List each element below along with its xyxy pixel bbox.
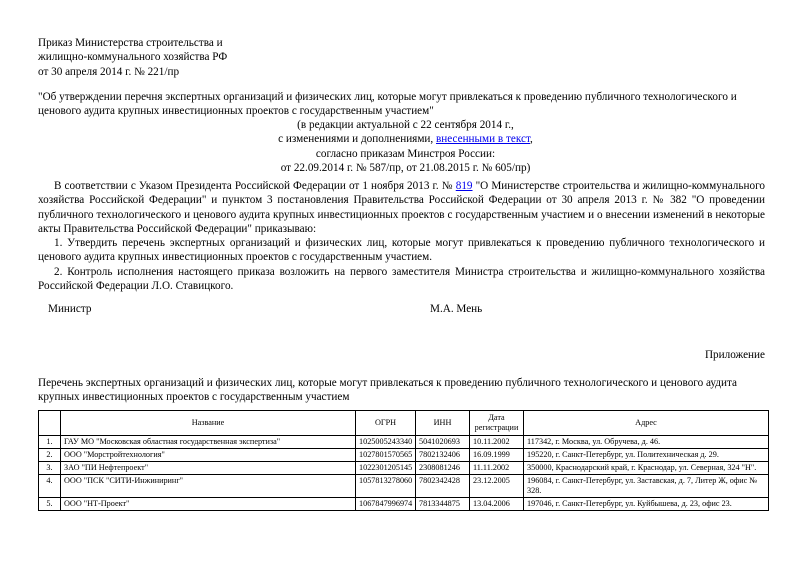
cell-name: ООО "НТ-Проект" [61,498,356,511]
col-header-address: Адрес [524,411,769,436]
col-header-number [39,411,61,436]
cell-number: 3. [39,462,61,475]
table-row [39,475,769,498]
signature-name: М.А. Мень [430,303,483,315]
col-header-date: Дата регистрации [470,411,524,436]
redaction-line-2-tail: , [530,133,533,146]
cell-address: 197046, г. Санкт-Петербург, ул. Куйбышева, д. 23, офис 23. [524,498,769,511]
header-line-3: от 30 апреля 2014 г. № 221/пр [38,65,180,78]
order-item-1: 1. Утвердить перечень экспертных организаций и физических лиц, которые могут привлекаться к проведению публичного технологического и ценового аудита крупных инвестиционных проектов с государственным участием. [38,237,765,264]
cell-name: ООО "ПСК "СИТИ-Инжиниринг" [61,475,356,498]
order-item-2: 2. Контроль исполнения настоящего приказа возложить на первого заместителя Министра строительства и жилищно-коммунального хозяйства Российской Федерации Л.О. Ставицкого. [38,266,765,293]
cell-inn: 7802132406 [416,449,470,462]
document-header [38,36,438,79]
col-header-inn: ИНН [416,411,470,436]
header-line-1: Приказ Министерства строительства и [38,37,223,49]
cell-name: ЗАО "ПИ Нефтепроект" [61,462,356,475]
cell-date: 11.11.2002 [470,462,524,475]
redaction-line-2-text: с изменениями и дополнениями, [278,133,436,146]
cell-date: 13.04.2006 [470,498,524,511]
cell-address: 350000, Краснодарский край, г. Краснодар, ул. Северная, 324 "Н". [524,462,769,475]
cell-number: 1. [39,436,61,449]
cell-ogrn: 1027801570565 [356,449,416,462]
amendments-link[interactable]: внесенными в текст [435,133,531,146]
cell-date: 23.12.2005 [470,475,524,498]
cell-number: 4. [39,475,61,498]
cell-date: 16.09.1999 [470,449,524,462]
organizations-table [38,410,769,511]
cell-address: 195220, г. Санкт-Петербург, ул. Политехническая д. 29. [524,449,769,462]
appendix-label: Приложение [704,349,765,361]
table-row [39,462,769,475]
cell-date: 10.11.2002 [470,436,524,449]
cell-ogrn: 1022301205145 [356,462,416,475]
col-header-name: Название [61,411,356,436]
preamble-text: В соответствии с Указом Президента Российской Федерации от 1 ноября 2013 г. № [54,180,456,192]
cell-number: 2. [39,449,61,462]
cell-ogrn: 1057813278060 [356,475,416,498]
cell-address: 117342, г. Москва, ул. Обручева, д. 46. [524,436,769,449]
cell-ogrn: 1067847996974 [356,498,416,511]
redaction-line-1: (в редакции актуальной с 22 сентября 2014 г., [297,119,514,131]
redaction-line-4: от 22.09.2014 г. № 587/пр, от 21.08.2015 г. № 605/пр) [280,161,531,174]
cell-inn: 7813344875 [416,498,470,511]
table-row [39,449,769,462]
header-line-2: жилищно-коммунального хозяйства РФ [38,51,228,64]
decree-819-link[interactable]: 819 [455,180,473,192]
cell-address: 196084, г. Санкт-Петербург, ул. Заставская, д. 7, Литер Ж, офис № 328. [524,475,769,498]
redaction-line-2 [38,132,773,146]
signature-position: Министр [48,303,92,315]
cell-inn: 7802342428 [416,475,470,498]
cell-inn: 5041020693 [416,436,470,449]
table-header-row [39,411,769,436]
table-row [39,436,769,449]
redaction-note [38,118,773,175]
document-title: "Об утверждении перечня экспертных организаций и физических лиц, которые могут привлекаться к проведению публичного технологического и ценового аудита крупных инвестиционных проектов с государственным участием" [38,91,737,118]
list-title: Перечень экспертных организаций и физических лиц, которые могут привлекаться к проведению публичного технологического и ценового аудита крупных инвестиционных проектов с государственным участием [38,377,737,404]
redaction-line-3: согласно приказам Минстроя России: [315,147,496,160]
cell-name: ГАУ МО "Московская областная государственная экспертиза" [61,436,356,449]
preamble-text-rest: "О Министерстве строительства и жилищно-коммунального хозяйства Российской Федерации" и пунктом 3 постановления Правительства Российской Федерации от 30 апреля 2013 г. № 382 "О проведении публичного технологического и ценового аудита крупных инвестиционных проектов с государственным участием и о внесении изменений в некоторые акты Правительства Российской Федерации" приказываю: [38,180,765,235]
cell-name: ООО "Морстройтехнология" [61,449,356,462]
table-row [39,498,769,511]
preamble-paragraph [38,179,765,236]
cell-number: 5. [39,498,61,511]
cell-inn: 2308081246 [416,462,470,475]
cell-ogrn: 1025005243340 [356,436,416,449]
col-header-ogrn: ОГРН [356,411,416,436]
